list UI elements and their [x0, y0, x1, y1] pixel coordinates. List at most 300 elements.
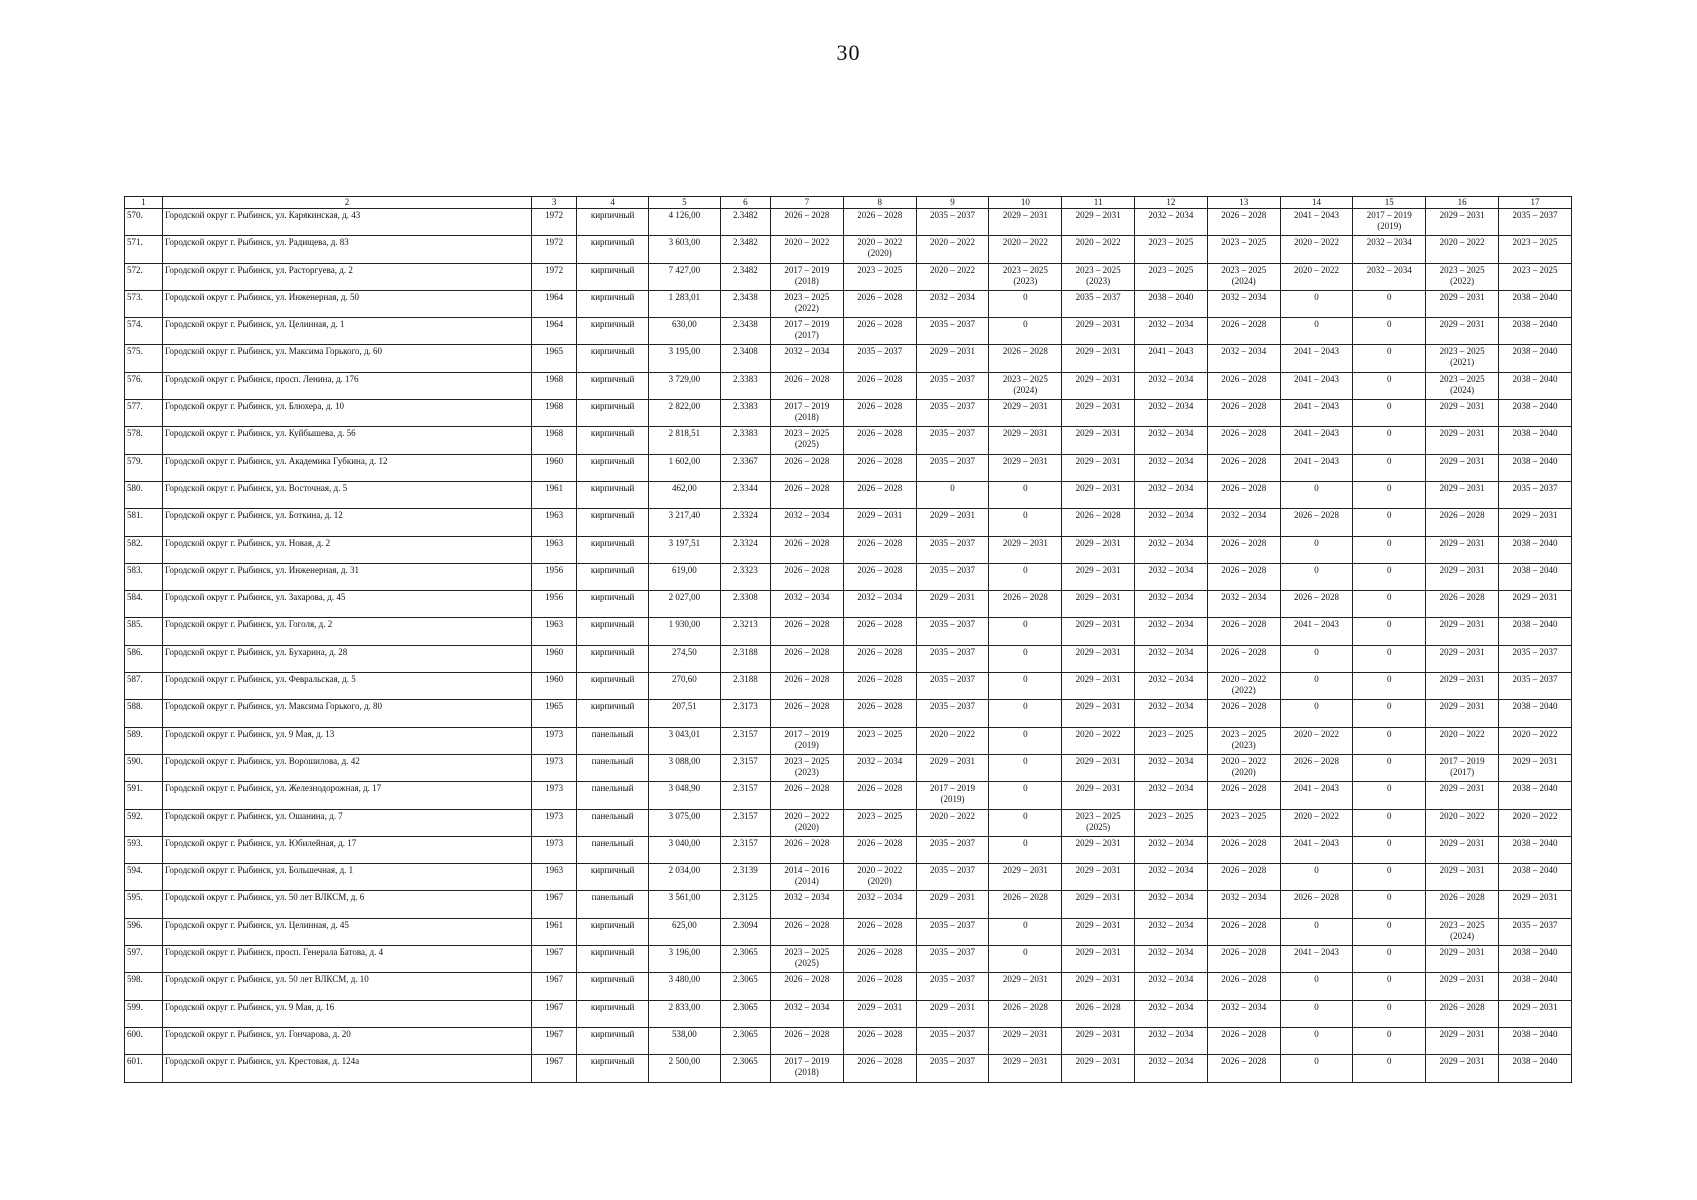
table-cell: 2029 – 2031: [1426, 946, 1499, 973]
table-cell: 2026 – 2028: [771, 618, 844, 645]
table-cell: 0: [989, 318, 1062, 345]
table-cell: 2038 – 2040: [1499, 946, 1572, 973]
address-cell: Городской округ г. Рыбинск, ул. 9 Мая, д. 16: [162, 1000, 531, 1027]
table-cell: 1963: [532, 536, 577, 563]
period-year-note: (2017): [1450, 766, 1475, 777]
table-cell: 2035 – 2037: [1499, 209, 1572, 236]
table-row: [125, 1027, 1572, 1054]
table-cell: 2038 – 2040: [1499, 973, 1572, 1000]
table-cell: 2026 – 2028: [1207, 318, 1280, 345]
table-cell: 0: [1353, 1000, 1426, 1027]
table-body: [125, 209, 1572, 1083]
table-cell: 2 027,00: [649, 591, 721, 618]
table-cell: 2035 – 2037: [916, 454, 989, 481]
table-cell: 2.3482: [720, 209, 770, 236]
address-cell: Городской округ г. Рыбинск, ул. 50 лет ВЛКСМ, д. 6: [162, 891, 531, 918]
table-cell: 2.3344: [720, 481, 770, 508]
table-cell: [771, 946, 844, 973]
table-cell: 2032 – 2034: [771, 345, 844, 372]
table-row: [125, 727, 1572, 754]
period-text: 2014 – 2016: [784, 865, 830, 876]
table-cell: 2029 – 2031: [1062, 1055, 1135, 1082]
table-cell: 2029 – 2031: [1062, 1027, 1135, 1054]
table-cell: 2032 – 2034: [1135, 836, 1208, 863]
table-row: [125, 536, 1572, 563]
table-cell: 1968: [532, 372, 577, 399]
period-text: 2020 – 2022: [784, 810, 830, 821]
period-year-note: (2024): [1450, 930, 1475, 941]
table-cell: 1956: [532, 591, 577, 618]
table-cell: 1973: [532, 836, 577, 863]
table-cell: кирпичный: [577, 618, 649, 645]
table-cell: 2023 – 2025: [1135, 263, 1208, 290]
table-cell: 0: [1353, 290, 1426, 317]
column-header-3: 3: [532, 197, 577, 209]
period-year-note: (2023): [1231, 739, 1256, 750]
table-cell: кирпичный: [577, 563, 649, 590]
row-number: 588.: [125, 700, 163, 727]
row-number: 574.: [125, 318, 163, 345]
table-cell: 2035 – 2037: [1499, 673, 1572, 700]
row-number: 590.: [125, 754, 163, 781]
table-cell: 2029 – 2031: [1062, 372, 1135, 399]
table-cell: 2038 – 2040: [1499, 372, 1572, 399]
table-cell: 2035 – 2037: [1062, 290, 1135, 317]
table-cell: 2029 – 2031: [1062, 400, 1135, 427]
table-cell: панельный: [577, 727, 649, 754]
address-cell: Городской округ г. Рыбинск, ул. Ворошилова, д. 42: [162, 754, 531, 781]
table-cell: 2026 – 2028: [1207, 481, 1280, 508]
address-cell: Городской округ г. Рыбинск, ул. 9 Мая, д. 13: [162, 727, 531, 754]
table-cell: 2035 – 2037: [1499, 645, 1572, 672]
period-year-note: (2020): [867, 876, 892, 887]
table-cell: 2038 – 2040: [1499, 836, 1572, 863]
table-cell: 1 283,01: [649, 290, 721, 317]
table-cell: [916, 782, 989, 809]
period-text: 2023 – 2025: [1221, 728, 1267, 739]
table-cell: 2029 – 2031: [1062, 946, 1135, 973]
table-row: [125, 918, 1572, 945]
table-cell: 1963: [532, 864, 577, 891]
table-cell: панельный: [577, 782, 649, 809]
table-cell: 2029 – 2031: [843, 509, 916, 536]
row-number: 595.: [125, 891, 163, 918]
table-header: [125, 197, 1572, 209]
table-cell: 2032 – 2034: [1135, 1027, 1208, 1054]
table-cell: 2020 – 2022: [1280, 263, 1353, 290]
table-cell: 2029 – 2031: [1062, 318, 1135, 345]
address-cell: Городской округ г. Рыбинск, ул. Карякинская, д. 43: [162, 209, 531, 236]
table-cell: 2023 – 2025: [843, 727, 916, 754]
table-cell: 2029 – 2031: [1426, 618, 1499, 645]
column-header-10: 10: [989, 197, 1062, 209]
table-cell: 4 126,00: [649, 209, 721, 236]
table-cell: 2026 – 2028: [843, 673, 916, 700]
period-text: 2017 – 2019: [784, 264, 830, 275]
table-row: [125, 782, 1572, 809]
table-cell: 2026 – 2028: [1207, 782, 1280, 809]
table-row: [125, 618, 1572, 645]
table-cell: 1965: [532, 700, 577, 727]
table-cell: 0: [1353, 836, 1426, 863]
table-cell: 2026 – 2028: [1280, 509, 1353, 536]
period-text: 2017 – 2019: [784, 728, 830, 739]
table-cell: 2026 – 2028: [771, 563, 844, 590]
table-cell: 2.3173: [720, 700, 770, 727]
table-cell: 1 930,00: [649, 618, 721, 645]
table-cell: 2041 – 2043: [1280, 618, 1353, 645]
table-cell: 0: [1353, 645, 1426, 672]
table-cell: 2026 – 2028: [843, 209, 916, 236]
table-cell: 2.3188: [720, 645, 770, 672]
table-cell: [771, 754, 844, 781]
table-cell: 2029 – 2031: [1062, 918, 1135, 945]
table-cell: [1426, 754, 1499, 781]
table-cell: 2029 – 2031: [989, 427, 1062, 454]
address-cell: Городской округ г. Рыбинск, ул. Гончарова, д. 20: [162, 1027, 531, 1054]
row-number: 597.: [125, 946, 163, 973]
table-cell: 2026 – 2028: [843, 290, 916, 317]
table-cell: 2.3065: [720, 1000, 770, 1027]
table-cell: 2020 – 2022: [916, 727, 989, 754]
table-cell: 2032 – 2034: [771, 509, 844, 536]
table-cell: 2 500,00: [649, 1055, 721, 1082]
column-header-17: 17: [1499, 197, 1572, 209]
table-cell: 2026 – 2028: [843, 563, 916, 590]
table-cell: 2038 – 2040: [1499, 864, 1572, 891]
table-cell: 0: [1280, 1055, 1353, 1082]
table-cell: 2032 – 2034: [1207, 1000, 1280, 1027]
table-cell: 2035 – 2037: [916, 973, 989, 1000]
table-cell: 2.3157: [720, 727, 770, 754]
table-cell: 2.3157: [720, 809, 770, 836]
table-cell: 0: [1280, 918, 1353, 945]
table-cell: 2026 – 2028: [843, 536, 916, 563]
row-number: 577.: [125, 400, 163, 427]
table-cell: 2032 – 2034: [843, 754, 916, 781]
period-text: 2023 – 2025: [784, 947, 830, 958]
table-cell: кирпичный: [577, 536, 649, 563]
period-year-note: (2019): [794, 739, 819, 750]
table-cell: 2026 – 2028: [771, 973, 844, 1000]
table-cell: 0: [1353, 1027, 1426, 1054]
table-cell: 2020 – 2022: [1280, 809, 1353, 836]
table-cell: 0: [989, 946, 1062, 973]
table-row: [125, 263, 1572, 290]
table-cell: 0: [1353, 1055, 1426, 1082]
table-cell: 2026 – 2028: [989, 345, 1062, 372]
table-cell: 1963: [532, 618, 577, 645]
table-row: [125, 1055, 1572, 1082]
table-cell: 2032 – 2034: [1135, 782, 1208, 809]
row-number: 594.: [125, 864, 163, 891]
table-cell: [1207, 727, 1280, 754]
row-number: 583.: [125, 563, 163, 590]
table-row: [125, 700, 1572, 727]
address-cell: Городской округ г. Рыбинск, просп. Ленина, д. 176: [162, 372, 531, 399]
table-cell: 0: [1353, 782, 1426, 809]
table-cell: панельный: [577, 809, 649, 836]
period-year-note: (2022): [794, 302, 819, 313]
table-cell: 2026 – 2028: [1062, 1000, 1135, 1027]
row-number: 593.: [125, 836, 163, 863]
table-cell: 0: [989, 563, 1062, 590]
table-cell: 1973: [532, 809, 577, 836]
table-row: [125, 973, 1572, 1000]
table-cell: 2029 – 2031: [1499, 754, 1572, 781]
table-cell: [843, 864, 916, 891]
table-cell: 2020 – 2022: [1280, 236, 1353, 263]
table-cell: 2038 – 2040: [1499, 427, 1572, 454]
page-number: 30: [836, 40, 861, 65]
table-cell: 2032 – 2034: [1135, 645, 1208, 672]
table-cell: 2029 – 2031: [1062, 673, 1135, 700]
address-cell: Городской округ г. Рыбинск, ул. Инженерная, д. 31: [162, 563, 531, 590]
table-cell: 2026 – 2028: [843, 1027, 916, 1054]
table-cell: [1426, 263, 1499, 290]
table-cell: 2029 – 2031: [1499, 891, 1572, 918]
table-cell: 1972: [532, 263, 577, 290]
table-cell: кирпичный: [577, 263, 649, 290]
table-cell: 0: [1353, 618, 1426, 645]
table-cell: [771, 400, 844, 427]
table-cell: кирпичный: [577, 645, 649, 672]
column-header-12: 12: [1135, 197, 1208, 209]
table-cell: 2041 – 2043: [1280, 209, 1353, 236]
column-header-14: 14: [1280, 197, 1353, 209]
table-cell: 2.3438: [720, 290, 770, 317]
table-cell: 2 818,51: [649, 427, 721, 454]
table-cell: кирпичный: [577, 290, 649, 317]
table-cell: 0: [1280, 864, 1353, 891]
table-cell: панельный: [577, 754, 649, 781]
table-cell: 2032 – 2034: [1135, 481, 1208, 508]
table-cell: 2029 – 2031: [1062, 645, 1135, 672]
table-cell: 2029 – 2031: [1426, 973, 1499, 1000]
table-cell: 2032 – 2034: [843, 891, 916, 918]
table-cell: 2.3065: [720, 1055, 770, 1082]
table-cell: 2.3367: [720, 454, 770, 481]
table-cell: 1967: [532, 946, 577, 973]
table-cell: 1 602,00: [649, 454, 721, 481]
table-cell: 2026 – 2028: [843, 645, 916, 672]
table-cell: 2.3065: [720, 946, 770, 973]
table-cell: 0: [1353, 918, 1426, 945]
column-header-13: 13: [1207, 197, 1280, 209]
table-cell: 2.3188: [720, 673, 770, 700]
table-cell: 2029 – 2031: [1062, 536, 1135, 563]
table-cell: 2032 – 2034: [1207, 509, 1280, 536]
table-cell: 1960: [532, 673, 577, 700]
period-text: 2023 – 2025: [1439, 919, 1485, 930]
table-cell: 0: [1353, 973, 1426, 1000]
table-cell: 2026 – 2028: [843, 918, 916, 945]
table-cell: 0: [989, 509, 1062, 536]
table-row: [125, 318, 1572, 345]
address-cell: Городской округ г. Рыбинск, ул. Радищева, д. 83: [162, 236, 531, 263]
table-cell: 2029 – 2031: [1062, 563, 1135, 590]
table-cell: 2038 – 2040: [1499, 536, 1572, 563]
table-cell: 1968: [532, 427, 577, 454]
table-cell: 2038 – 2040: [1499, 454, 1572, 481]
table-cell: 2029 – 2031: [916, 591, 989, 618]
table-row: [125, 427, 1572, 454]
table-cell: 2035 – 2037: [1499, 481, 1572, 508]
table-cell: 2032 – 2034: [1135, 891, 1208, 918]
table-cell: 2035 – 2037: [916, 673, 989, 700]
table-cell: 2026 – 2028: [843, 973, 916, 1000]
table-row: [125, 563, 1572, 590]
address-cell: Городской округ г. Рыбинск, ул. Новая, д. 2: [162, 536, 531, 563]
row-number: 578.: [125, 427, 163, 454]
table-cell: кирпичный: [577, 345, 649, 372]
period-year-note: (2023): [1013, 275, 1038, 286]
period-text: 2017 – 2019: [784, 319, 830, 330]
table-cell: 2029 – 2031: [1062, 973, 1135, 1000]
table-row: [125, 891, 1572, 918]
column-header-2: 2: [162, 197, 531, 209]
table-cell: 274,50: [649, 645, 721, 672]
table-cell: 0: [989, 754, 1062, 781]
period-text: 2017 – 2019: [784, 401, 830, 412]
table-cell: 1967: [532, 1000, 577, 1027]
table-cell: 2020 – 2022: [1499, 809, 1572, 836]
row-number: 572.: [125, 263, 163, 290]
column-header-9: 9: [916, 197, 989, 209]
table-cell: 2026 – 2028: [843, 481, 916, 508]
table-cell: 0: [1280, 673, 1353, 700]
table-cell: 2032 – 2034: [843, 591, 916, 618]
table-cell: 2026 – 2028: [1207, 645, 1280, 672]
table-cell: 1961: [532, 918, 577, 945]
table-cell: 0: [1280, 1027, 1353, 1054]
address-cell: Городской округ г. Рыбинск, ул. Блюхера, д. 10: [162, 400, 531, 427]
table-cell: 0: [1353, 427, 1426, 454]
address-cell: Городской округ г. Рыбинск, ул. Крестовая, д. 124а: [162, 1055, 531, 1082]
period-text: 2017 – 2019: [784, 1056, 830, 1067]
table-cell: 2029 – 2031: [1426, 563, 1499, 590]
table-cell: 2023 – 2025: [1499, 236, 1572, 263]
table-cell: 2041 – 2043: [1280, 372, 1353, 399]
period-year-note: (2019): [940, 794, 965, 805]
table-cell: 2026 – 2028: [1207, 563, 1280, 590]
table-cell: кирпичный: [577, 918, 649, 945]
table-cell: 2.3438: [720, 318, 770, 345]
table-cell: 2035 – 2037: [843, 345, 916, 372]
period-year-note: (2021): [1450, 357, 1475, 368]
table-cell: 1973: [532, 782, 577, 809]
table-cell: 0: [1353, 700, 1426, 727]
table-cell: 2032 – 2034: [1135, 509, 1208, 536]
table-cell: 2.3383: [720, 400, 770, 427]
table-cell: 0: [1353, 809, 1426, 836]
table-cell: 0: [1280, 290, 1353, 317]
table-cell: 0: [1280, 481, 1353, 508]
table-cell: 2026 – 2028: [989, 591, 1062, 618]
table-cell: 2026 – 2028: [843, 454, 916, 481]
row-number: 600.: [125, 1027, 163, 1054]
table-cell: 0: [989, 481, 1062, 508]
table-cell: 2026 – 2028: [1207, 918, 1280, 945]
table-cell: 2029 – 2031: [1499, 591, 1572, 618]
table-cell: 2020 – 2022: [1062, 236, 1135, 263]
table-cell: 2032 – 2034: [1135, 454, 1208, 481]
table-cell: кирпичный: [577, 864, 649, 891]
table-cell: 2029 – 2031: [1062, 782, 1135, 809]
table-cell: 2032 – 2034: [1135, 973, 1208, 1000]
table-cell: 2035 – 2037: [916, 645, 989, 672]
table-cell: 2020 – 2022: [1499, 727, 1572, 754]
table-cell: 0: [1353, 864, 1426, 891]
table-cell: 2032 – 2034: [771, 1000, 844, 1027]
period-text: 2023 – 2025: [784, 428, 830, 439]
address-cell: Городской округ г. Рыбинск, ул. Восточная, д. 5: [162, 481, 531, 508]
table-cell: 2.3482: [720, 236, 770, 263]
table-cell: кирпичный: [577, 372, 649, 399]
table-cell: 3 561,00: [649, 891, 721, 918]
table-cell: 2023 – 2025: [1207, 809, 1280, 836]
period-year-note: (2018): [794, 1067, 819, 1078]
table-cell: 630,00: [649, 318, 721, 345]
table-cell: [1062, 809, 1135, 836]
table-cell: 2026 – 2028: [1062, 509, 1135, 536]
table-cell: 2026 – 2028: [1207, 1027, 1280, 1054]
table-cell: 2029 – 2031: [989, 209, 1062, 236]
table-cell: 2032 – 2034: [1135, 591, 1208, 618]
table-cell: 2026 – 2028: [771, 454, 844, 481]
table-cell: 0: [1280, 536, 1353, 563]
table-cell: 2032 – 2034: [1353, 236, 1426, 263]
table-cell: 2020 – 2022: [1426, 727, 1499, 754]
table-cell: 0: [989, 918, 1062, 945]
table-cell: 2041 – 2043: [1280, 427, 1353, 454]
row-number: 573.: [125, 290, 163, 317]
table-cell: 2041 – 2043: [1135, 345, 1208, 372]
table-cell: 2026 – 2028: [843, 1055, 916, 1082]
table-cell: 2.3408: [720, 345, 770, 372]
table-cell: 2.3157: [720, 754, 770, 781]
row-number: 586.: [125, 645, 163, 672]
table-cell: 2026 – 2028: [1207, 209, 1280, 236]
address-cell: Городской округ г. Рыбинск, ул. Боткина, д. 12: [162, 509, 531, 536]
table-cell: 2032 – 2034: [1135, 754, 1208, 781]
table-cell: 2032 – 2034: [1135, 673, 1208, 700]
address-cell: Городской округ г. Рыбинск, ул. Инженерная, д. 50: [162, 290, 531, 317]
table-cell: 2026 – 2028: [1426, 509, 1499, 536]
table-cell: 0: [1353, 673, 1426, 700]
period-text: 2023 – 2025: [1002, 373, 1048, 384]
table-row: [125, 481, 1572, 508]
table-cell: 3 048,90: [649, 782, 721, 809]
table-cell: 2029 – 2031: [916, 891, 989, 918]
table-cell: 0: [989, 700, 1062, 727]
table-cell: 2038 – 2040: [1499, 1055, 1572, 1082]
table-cell: 2020 – 2022: [916, 809, 989, 836]
table-cell: 270,60: [649, 673, 721, 700]
table-cell: 2026 – 2028: [843, 400, 916, 427]
period-text: 2020 – 2022: [1221, 674, 1267, 685]
table-cell: 3 043,01: [649, 727, 721, 754]
table-cell: 2038 – 2040: [1499, 345, 1572, 372]
period-year-note: (2025): [794, 439, 819, 450]
table-cell: 2035 – 2037: [916, 209, 989, 236]
table-cell: 2026 – 2028: [1207, 454, 1280, 481]
table-cell: кирпичный: [577, 591, 649, 618]
table-cell: 2026 – 2028: [1207, 372, 1280, 399]
table-cell: 2026 – 2028: [843, 782, 916, 809]
address-cell: Городской округ г. Рыбинск, ул. Целинная, д. 45: [162, 918, 531, 945]
table-row: [125, 454, 1572, 481]
